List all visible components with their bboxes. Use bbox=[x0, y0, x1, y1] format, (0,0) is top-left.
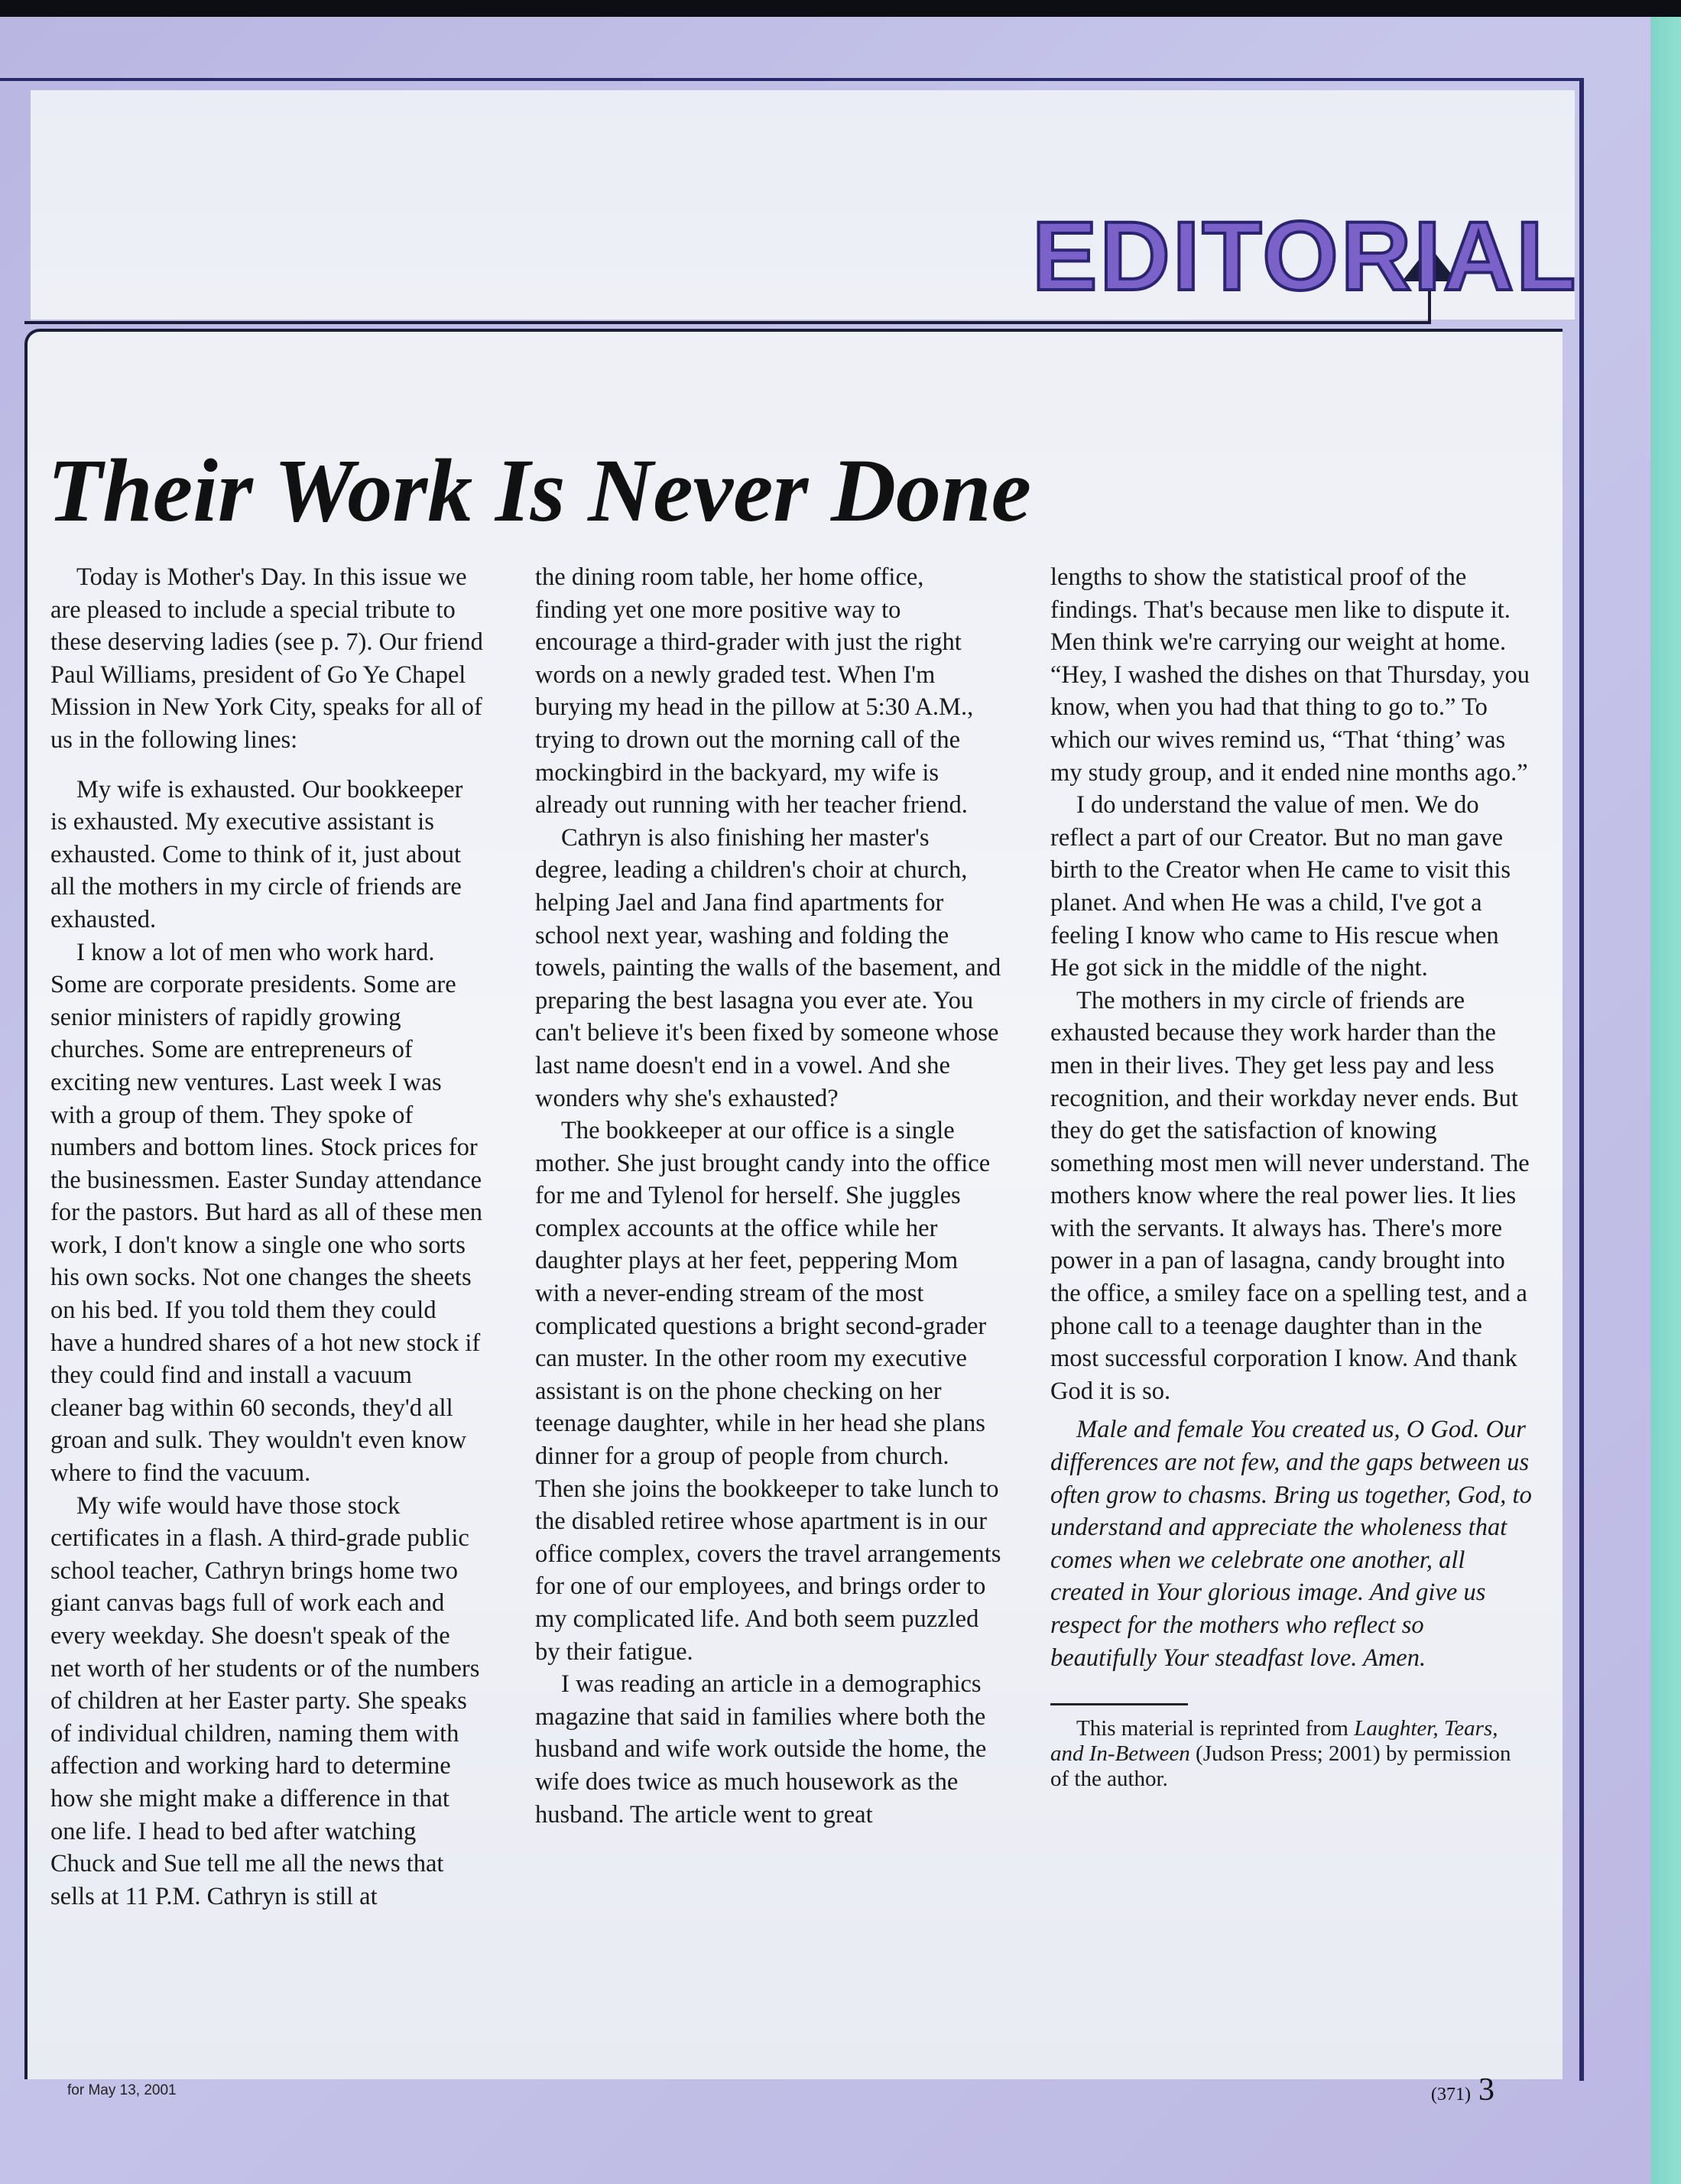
body-paragraph: I know a lot of men who work hard. Some are corporate presidents. Some are senior ministers of rapidly growing churches. Some are entrepreneurs of exciting new ventures. Last week I was with a group of them. They spoke of numbers and bottom lines. Stock prices for the businessmen. Easter Sunday attendance for the pastors. But hard as all of these men work, I don't know a single one who sorts his own socks. Not one changes the sheets on his bed. If you told them they could have a hundred shares of a hot new stock if they could find and install a vacuum cleaner bag within 60 seconds, they'd all groan and sulk. They wouldn't even know where to find the vacuum. bbox=[50, 938, 482, 1488]
footnote-rule bbox=[1050, 1703, 1188, 1705]
issue-date: for May 13, 2001 bbox=[67, 2082, 177, 2098]
header-rule bbox=[24, 321, 1431, 324]
body-paragraph: The bookkeeper at our office is a single mother. She just brought candy into the office for me and Tylenol for herself. She juggles complex accounts at the office while her daughter plays at her feet, peppering Mom with a never-ending stream of the most complicated questions a bright second-grader can muster. In the other room my executive assistant is on the phone checking on her teenage daughter, while in her head she plans dinner for a group of people from church. Then she joins the bookkeeper to take lunch to the disabled retiree whose apartment is in our office complex, covers the travel arrangements for one of our employees, and brings order to my complicated life. And both seem puzzled by their fatigue. bbox=[535, 1117, 1001, 1666]
article-column-3 bbox=[1050, 561, 1532, 1792]
body-paragraph: I was reading an article in a demographics magazine that said in families where both the husband and wife work outside the home, the wife does twice as much housework as the husband. The article went to great bbox=[535, 1670, 987, 1829]
credit-suffix: (Judson Press; 2001) by permission of the author. bbox=[1050, 1741, 1511, 1792]
intro-paragraph: Today is Mother's Day. In this issue we are pleased to include a special tribute to these deserving ladies (see p. 7). Our friend Paul Williams, president of Go Ye Chapel Mission in New York City, speaks for all of us in the following lines: bbox=[50, 563, 483, 754]
body-paragraph: lengths to show the statistical proof of the findings. That's because men like to dispute it. Men think we're carrying our weight at home. “Hey, I washed the dishes on that Thursday, you know, when you had that thing to go to.” To which our wives remind us, “That ‘thing’ was my study group, and it ended nine months ago.” bbox=[1050, 563, 1530, 787]
section-label: EDITORIAL bbox=[1032, 202, 1579, 311]
body-paragraph: The mothers in my circle of friends are exhausted because they work harder than the men in their lives. They get less pay and less recognition, and their workday never ends. But they do get the satisfaction of knowing something most men will never understand. The mothers know where the real power lies. It lies with the servants. It always has. There's more power in a pan of lasagna, candy brought into the office, a smiley face on a spelling test, and a phone call to a teenage daughter than in the most successful corporation I know. And thank God it is so. bbox=[1050, 986, 1530, 1405]
body-paragraph: the dining room table, her home office, finding yet one more positive way to encourage a third-grader with just the right words on a newly graded test. When I'm burying my head in the pillow at 5:30 A.M., trying to drown out the morning call of the mockingbird in the backyard, my wife is already out running with her teacher friend. bbox=[535, 563, 974, 819]
credit-prefix: This material is reprinted from bbox=[1076, 1716, 1348, 1741]
body-paragraph: I do understand the value of men. We do reflect a part of our Creator. But no man gave birth to the Creator when He came to visit this planet. And when He was a child, I've got a feeling I know who came to His rescue when He got sick in the middle of the night. bbox=[1050, 791, 1511, 982]
right-edge bbox=[1650, 17, 1681, 2184]
frame-top-rule bbox=[0, 78, 1582, 81]
body-paragraph: My wife would have those stock certificates in a flash. A third-grade public school teacher, Cathryn brings home two giant canvas bags full of work each and every weekday. She doesn't speak of the net worth of her students or of the numbers of children at her Easter party. She speaks of individual children, naming them with affection and working hard to determine how she might make a difference in that one life. I head to bed after watching Chuck and Sue tell me all the news that sells at 11 P.M. Cathryn is still at bbox=[50, 1491, 480, 1910]
magazine-page bbox=[0, 17, 1650, 2184]
page-folio bbox=[1431, 2072, 1494, 2108]
article-column-2 bbox=[535, 561, 1001, 1831]
body-paragraph: Cathryn is also finishing her master's degree, leading a children's choir at church, helping Jael and Jana find apartments for school next year, washing and folding the towels, painting the walls of the basement, and preparing the best lasagna you ever ate. You can't believe it's been fixed by someone whose last name doesn't end in a vowel. And she wonders why she's exhausted? bbox=[535, 823, 1001, 1112]
reprint-credit bbox=[1050, 1716, 1532, 1792]
article-column-1 bbox=[50, 561, 485, 1913]
frame-right-rule bbox=[1579, 78, 1584, 2081]
top-edge bbox=[0, 0, 1681, 17]
headline: Their Work Is Never Done bbox=[47, 440, 1032, 540]
credit-book-title: Laughter, Tears, and In-Between bbox=[1050, 1716, 1498, 1767]
page-code: (371) bbox=[1431, 2085, 1471, 2104]
prayer-paragraph: Male and female You created us, O God. Our differences are not few, and the gaps between us often grow to chasms. Bring us together, God, to understand and appreciate the wholeness that comes when we celebrate one another, all created in Your glorious image. And give us respect for the mothers who reflect so beautifully Your steadfast love. Amen. bbox=[1050, 1416, 1532, 1672]
page-number: 3 bbox=[1478, 2072, 1494, 2108]
body-paragraph: My wife is exhausted. Our bookkeeper is exhausted. My executive assistant is exhausted. Come to think of it, just about all the mothers in my circle of friends are exhausted. bbox=[50, 775, 463, 933]
